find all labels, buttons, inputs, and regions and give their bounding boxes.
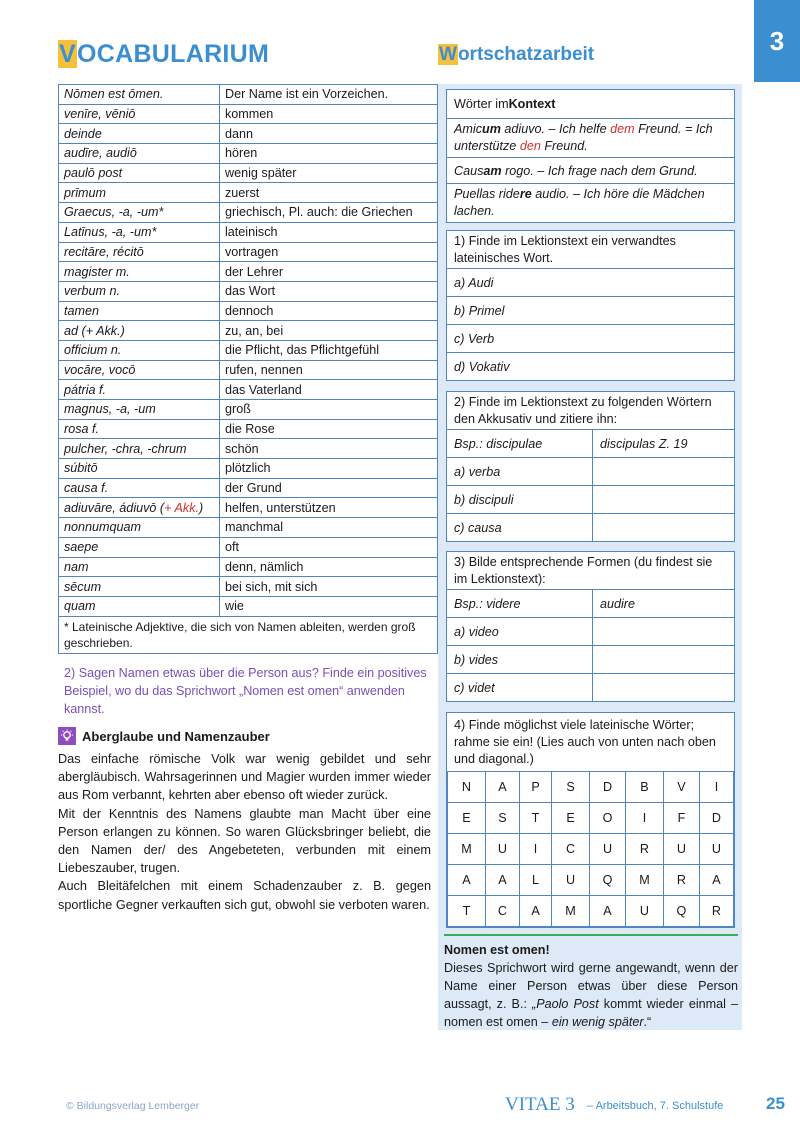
grid-cell[interactable]: U bbox=[552, 865, 590, 896]
latin-word: Nōmen est ōmen. bbox=[59, 85, 220, 105]
latin-word: saepe bbox=[59, 537, 220, 557]
german-meaning: lateinisch bbox=[220, 222, 438, 242]
german-meaning: plötzlich bbox=[220, 459, 438, 479]
grid-cell[interactable]: C bbox=[485, 896, 519, 927]
task-2-row bbox=[447, 457, 734, 485]
german-meaning: das Wort bbox=[220, 281, 438, 301]
task-3-row bbox=[447, 673, 734, 701]
german-meaning: bei sich, mit sich bbox=[220, 577, 438, 597]
series-brand: VITAE 3 bbox=[505, 1094, 575, 1115]
german-meaning: wenig später bbox=[220, 163, 438, 183]
vocab-row bbox=[59, 262, 438, 282]
vocab-row bbox=[59, 518, 438, 538]
grid-cell[interactable]: V bbox=[663, 772, 699, 803]
german-meaning: Der Name ist ein Vorzeichen. bbox=[220, 85, 438, 105]
vocab-row bbox=[59, 301, 438, 321]
grid-cell[interactable]: M bbox=[625, 865, 663, 896]
vocab-row bbox=[59, 478, 438, 498]
grid-row bbox=[448, 772, 734, 803]
grid-cell[interactable]: M bbox=[552, 896, 590, 927]
german-meaning: vortragen bbox=[220, 242, 438, 262]
grid-cell[interactable]: P bbox=[520, 772, 552, 803]
task-1-item[interactable]: d) Vokativ bbox=[447, 352, 734, 380]
task-3-question: 3) Bilde entsprechende Formen (du findest sie im Lektionstext): bbox=[454, 554, 713, 586]
heading-initial: V bbox=[59, 40, 76, 68]
vocab-row bbox=[59, 321, 438, 341]
task-3-form: c) videt bbox=[447, 674, 593, 701]
kontext-example: Causam rogo. – Ich frage nach dem Grund. bbox=[447, 157, 734, 183]
latin-word: pulcher, -chra, -chrum bbox=[59, 439, 220, 459]
nomen-est-omen-box bbox=[444, 934, 738, 1031]
latin-word: audīre, audiō bbox=[59, 144, 220, 164]
latin-word: verbum n. bbox=[59, 281, 220, 301]
task-2-box bbox=[446, 391, 735, 542]
myth-heading bbox=[58, 727, 270, 745]
grid-cell[interactable]: A bbox=[590, 896, 626, 927]
vocab-note-row bbox=[59, 616, 438, 653]
latin-word: tamen bbox=[59, 301, 220, 321]
german-meaning: oft bbox=[220, 537, 438, 557]
latin-word: Latīnus, -a, -um* bbox=[59, 222, 220, 242]
vocab-row bbox=[59, 163, 438, 183]
latin-word: venīre, vēniō bbox=[59, 104, 220, 124]
vocab-row bbox=[59, 439, 438, 459]
german-meaning: groß bbox=[220, 400, 438, 420]
vocab-row bbox=[59, 380, 438, 400]
grid-cell[interactable]: S bbox=[552, 772, 590, 803]
grid-cell[interactable]: I bbox=[699, 772, 733, 803]
kontext-box bbox=[446, 89, 735, 223]
answer-field[interactable] bbox=[593, 514, 607, 541]
grid-cell[interactable]: C bbox=[552, 834, 590, 865]
german-meaning: griechisch, Pl. auch: die Griechen bbox=[220, 203, 438, 223]
chapter-tab: 3 bbox=[754, 0, 800, 82]
task-1-box bbox=[446, 230, 735, 381]
german-meaning: wie bbox=[220, 596, 438, 616]
latin-word: magnus, -a, -um bbox=[59, 400, 220, 420]
grid-cell[interactable]: U bbox=[590, 834, 626, 865]
example-right: discipulas Z. 19 bbox=[600, 436, 688, 451]
latin-word: prīmum bbox=[59, 183, 220, 203]
task-3-row bbox=[447, 645, 734, 673]
latin-word: sēcum bbox=[59, 577, 220, 597]
latin-word: ad (+ Akk.) bbox=[59, 321, 220, 341]
german-meaning: die Rose bbox=[220, 419, 438, 439]
grid-cell[interactable]: S bbox=[485, 803, 519, 834]
task-3-form: b) vides bbox=[447, 646, 593, 673]
german-meaning: der Lehrer bbox=[220, 262, 438, 282]
grid-row bbox=[448, 896, 734, 927]
german-meaning: das Vaterland bbox=[220, 380, 438, 400]
german-meaning: zu, an, bei bbox=[220, 321, 438, 341]
heading-rest: ortschatzarbeit bbox=[457, 44, 595, 65]
page-number: 25 bbox=[766, 1094, 785, 1113]
latin-word: paulō post bbox=[59, 163, 220, 183]
task-2-example-row bbox=[447, 429, 734, 457]
wortschatzarbeit-heading bbox=[438, 44, 594, 66]
myth-title: Aberglaube und Namenzauber bbox=[82, 728, 270, 744]
task-2-word: b) discipuli bbox=[447, 486, 593, 513]
task-2-row bbox=[447, 485, 734, 513]
grid-cell[interactable]: F bbox=[663, 803, 699, 834]
task-2-word: a) verba bbox=[447, 458, 593, 485]
grid-cell[interactable]: E bbox=[448, 803, 486, 834]
grid-cell[interactable]: N bbox=[448, 772, 486, 803]
vocab-row bbox=[59, 183, 438, 203]
vocab-row bbox=[59, 537, 438, 557]
latin-word: causa f. bbox=[59, 478, 220, 498]
vocab-row bbox=[59, 104, 438, 124]
latin-word: nonnumquam bbox=[59, 518, 220, 538]
grid-cell[interactable]: D bbox=[590, 772, 626, 803]
grid-row bbox=[448, 803, 734, 834]
grid-cell[interactable]: U bbox=[625, 896, 663, 927]
heading-rest: OCABULARIUM bbox=[76, 40, 270, 68]
german-meaning: die Pflicht, das Pflichtgefühl bbox=[220, 340, 438, 360]
grid-cell[interactable]: A bbox=[520, 896, 552, 927]
vocab-row bbox=[59, 340, 438, 360]
german-meaning: zuerst bbox=[220, 183, 438, 203]
task-4-question: 4) Finde möglichst viele lateinische Wörter; rahme sie ein! (Lies auch von unten nach oben und diagonal.) bbox=[454, 717, 716, 766]
vocab-row bbox=[59, 222, 438, 242]
task-3-example-row bbox=[447, 589, 734, 617]
latin-word: officium n. bbox=[59, 340, 220, 360]
task-3-form: a) video bbox=[447, 618, 593, 645]
german-meaning: schön bbox=[220, 439, 438, 459]
word-search-grid bbox=[447, 771, 734, 927]
task-1-item[interactable]: b) Primel bbox=[447, 296, 734, 324]
nomen-title: Nomen est omen! bbox=[444, 943, 550, 957]
answer-field[interactable] bbox=[593, 618, 607, 645]
vocab-row bbox=[59, 281, 438, 301]
grid-cell[interactable]: I bbox=[520, 834, 552, 865]
task-3-row bbox=[447, 617, 734, 645]
task-2-word: c) causa bbox=[447, 514, 593, 541]
vocab-footnote: * Lateinische Adjektive, die sich von Namen ableiten, werden groß geschrieben. bbox=[59, 616, 438, 653]
kontext-example: Amicum adiuvo. – Ich helfe dem Freund. = Ich unterstütze den Freund. bbox=[447, 118, 734, 157]
vocab-row bbox=[59, 596, 438, 616]
german-meaning: denn, nämlich bbox=[220, 557, 438, 577]
vocab-row bbox=[59, 419, 438, 439]
german-meaning: hören bbox=[220, 144, 438, 164]
grid-cell[interactable]: Q bbox=[590, 865, 626, 896]
latin-word: pátria f. bbox=[59, 380, 220, 400]
series-subtitle: – Arbeitsbuch, 7. Schulstufe bbox=[587, 1100, 724, 1112]
lightbulb-icon bbox=[58, 727, 76, 745]
grid-row bbox=[448, 865, 734, 896]
myth-paragraph: Mit der Kenntnis des Namens glaubte man Macht über eine Person erlangen zu können. So waren Glücksbringer beliebt, die den Namen der/ des Angebeteten, verbunden mit einem Liebeszauber, trugen. bbox=[58, 806, 431, 876]
vocab-row bbox=[59, 124, 438, 144]
vocab-row bbox=[59, 577, 438, 597]
task-1-item[interactable]: c) Verb bbox=[447, 324, 734, 352]
grid-cell[interactable]: I bbox=[625, 803, 663, 834]
grid-cell[interactable]: A bbox=[485, 865, 519, 896]
vocab-row bbox=[59, 360, 438, 380]
latin-word: adiuvāre, ádiuvō (+ Akk.) bbox=[59, 498, 220, 518]
latin-word: súbitō bbox=[59, 459, 220, 479]
answer-field[interactable] bbox=[593, 674, 607, 701]
task-1-question: 1) Finde im Lektionstext ein verwandtes lateinisches Wort. bbox=[454, 233, 676, 265]
task-2-question: 2) Finde im Lektionstext zu folgenden Wörtern den Akkusativ und zitiere ihn: bbox=[454, 394, 712, 426]
vocab-row bbox=[59, 459, 438, 479]
vocabularium-heading bbox=[58, 40, 269, 69]
grid-cell[interactable]: M bbox=[448, 834, 486, 865]
kontext-title: Wörter im Kontext bbox=[454, 97, 556, 111]
task-1-item[interactable]: a) Audi bbox=[447, 268, 734, 296]
grid-row bbox=[448, 834, 734, 865]
task-3-box bbox=[446, 551, 735, 702]
latin-word: rosa f. bbox=[59, 419, 220, 439]
vocab-row bbox=[59, 400, 438, 420]
vocab-row bbox=[59, 144, 438, 164]
german-meaning: dennoch bbox=[220, 301, 438, 321]
vocab-row bbox=[59, 203, 438, 223]
copyright: © Bildungsverlag Lemberger bbox=[66, 1100, 200, 1112]
myth-paragraph: Auch Bleitäfelchen mit einem Schadenzauber z. B. gegen sportliche Gegner verkauften sich gut, obwohl sie verboten waren. bbox=[58, 879, 431, 912]
grid-cell[interactable]: L bbox=[520, 865, 552, 896]
example-left: Bsp.: videre bbox=[447, 590, 593, 617]
myth-text bbox=[58, 750, 431, 914]
grid-cell[interactable]: R bbox=[699, 896, 733, 927]
vocab-row bbox=[59, 242, 438, 262]
vocab-row bbox=[59, 557, 438, 577]
answer-field[interactable] bbox=[593, 458, 607, 485]
grid-cell[interactable]: R bbox=[625, 834, 663, 865]
latin-word: deinde bbox=[59, 124, 220, 144]
latin-word: vocāre, vocō bbox=[59, 360, 220, 380]
german-meaning: rufen, nennen bbox=[220, 360, 438, 380]
grid-cell[interactable]: Q bbox=[663, 896, 699, 927]
nomen-text: Dieses Sprichwort wird gerne angewandt, wenn der Name einer Person etwas über diese Person aussagt, z. B.: „Paolo Post kommt wieder einmal – nomen est omen – ein wenig später.“ bbox=[444, 961, 738, 1029]
answer-field[interactable] bbox=[593, 486, 607, 513]
latin-word: nam bbox=[59, 557, 220, 577]
german-meaning: manchmal bbox=[220, 518, 438, 538]
german-meaning: der Grund bbox=[220, 478, 438, 498]
latin-word: magister m. bbox=[59, 262, 220, 282]
vocab-row bbox=[59, 85, 438, 105]
latin-word: quam bbox=[59, 596, 220, 616]
kontext-example: Puellas ridere audio. – Ich höre die Mädchen lachen. bbox=[447, 183, 734, 222]
german-meaning: kommen bbox=[220, 104, 438, 124]
grid-cell[interactable]: T bbox=[448, 896, 486, 927]
latin-word: recitāre, récitō bbox=[59, 242, 220, 262]
grid-cell[interactable]: U bbox=[699, 834, 733, 865]
grid-cell[interactable]: T bbox=[520, 803, 552, 834]
latin-word: Graecus, -a, -um* bbox=[59, 203, 220, 223]
grid-cell[interactable]: U bbox=[485, 834, 519, 865]
grid-cell[interactable]: R bbox=[663, 865, 699, 896]
task-2-row bbox=[447, 513, 734, 541]
task-4-box bbox=[446, 712, 735, 928]
german-meaning: helfen, unterstützen bbox=[220, 498, 438, 518]
grid-cell[interactable]: O bbox=[590, 803, 626, 834]
german-meaning: dann bbox=[220, 124, 438, 144]
grid-cell[interactable]: A bbox=[485, 772, 519, 803]
grid-cell[interactable]: A bbox=[699, 865, 733, 896]
grid-cell[interactable]: E bbox=[552, 803, 590, 834]
vocabulary-table bbox=[58, 84, 438, 654]
grid-cell[interactable]: B bbox=[625, 772, 663, 803]
vocab-row bbox=[59, 498, 438, 518]
grid-cell[interactable]: U bbox=[663, 834, 699, 865]
grid-cell[interactable]: A bbox=[448, 865, 486, 896]
grid-cell[interactable]: D bbox=[699, 803, 733, 834]
myth-paragraph: Das einfache römische Volk war wenig gebildet und sehr abergläubisch. Wahrsagerinnen und Magier wurden immer wieder aus Rom verbannt, kehrten aber ebenso oft wieder zurück. bbox=[58, 752, 431, 803]
example-right: audire bbox=[600, 596, 636, 611]
question-2: 2) Sagen Namen etwas über die Person aus? Finde ein positives Beispiel, wo du das Sprichwort „Nomen est omen“ anwenden kannst. bbox=[64, 666, 427, 716]
answer-field[interactable] bbox=[593, 646, 607, 673]
example-left: Bsp.: discipulae bbox=[447, 430, 593, 457]
heading-initial: W bbox=[439, 44, 457, 65]
